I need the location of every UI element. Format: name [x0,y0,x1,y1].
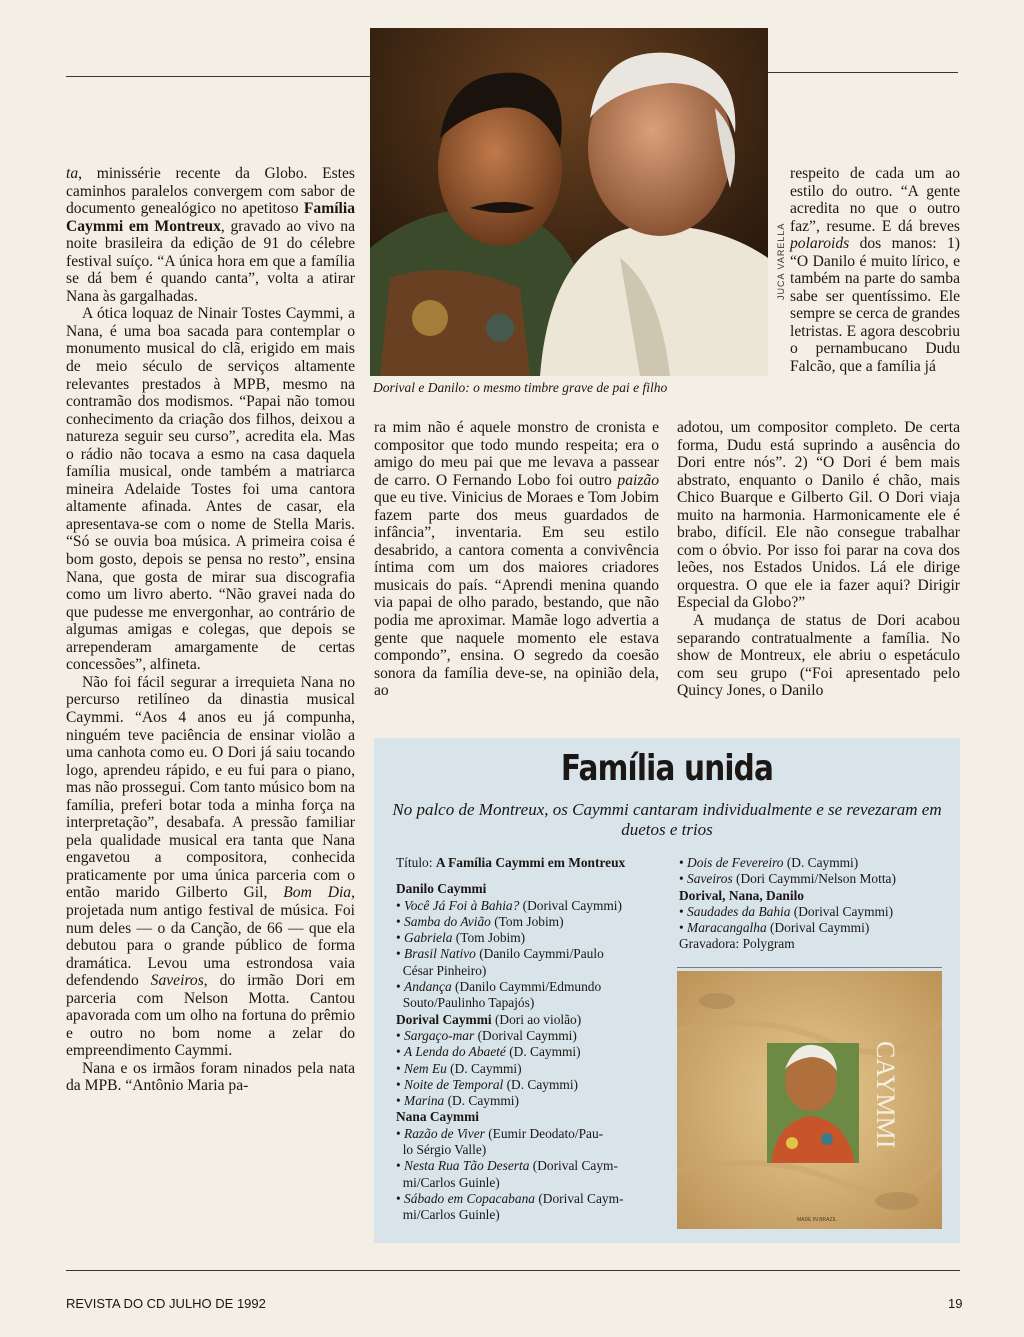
tracklist-item: • Nem Eu (D. Caymmi) [396,1060,522,1076]
paragraph: Nana e os irmãos foram ninados pela nata da MPB. “Antônio Maria pa- [66,1059,355,1095]
tracklist-heading: Dorival Caymmi (Dori ao violão) [396,1011,582,1027]
photo-credit: JUCA VARELLA [776,222,786,300]
top-rule-right [768,72,958,73]
sidebar-title: Família unida [560,748,774,789]
tracklist-item: • Andança (Danilo Caymmi/Edmundo Souto/Paulinho Tapajós) [396,979,602,1011]
sidebar-subtitle: No palco de Montreux, os Caymmi cantaram individualmente e se revezaram em duetos e trios [392,800,942,839]
paragraph: adotou, um compositor completo. De certa forma, Dudu está suprindo a ausência do Dori entre nós”. 2) “O Dori é bem mais abstrato, enquanto o Danilo é chão, mais Chico Buarque e Gilberto Gil. O Dori viaja muito na harmonia. Harmonicamente ele é brabo, difícil. Ele não consegue trabalhar com o óbvio. Por isso foi parar na cova dos leões, nos Estados Unidos. Lá ele dirige orquestra. O que ele ia fazer aqui? Dirigir Especial da Globo?” [677,419,960,612]
tracklist-item: • Marina (D. Caymmi) [396,1093,519,1109]
tracklist-item: • Sargaço-mar (Dorival Caymmi) [396,1027,577,1043]
album-cover [677,971,942,1229]
article-column-2 [374,419,659,700]
tracklist-item: • Sábado em Copacabana (Dorival Caym- mi/Carlos Guinle) [396,1190,624,1223]
bottom-rule [66,1270,960,1271]
tracklist-left [396,855,666,1224]
paragraph: ra mim não é aquele monstro de cronista e compositor que todo mundo respeita; era o amigo do meu pai que me levava a passear de carro. O Fernando Lobo foi outro paizão que eu tive. Vinicius de Moraes e Tom Jobim fazem parte dos meus guardados de infância”, inventaria. Em seu estilo desabrido, a cantora comenta a convivência íntima com um dos maiores criadores musicais do país. “Aprendi menina quando via papai de olho parado, bestando, que não podia me aproximar. Mamãe logo advertia a gente que naquele momento ele estava compondo”, ensina. O segredo da coesão sonora da família deve-se, na opinião dela, ao [374,419,659,700]
album-cover-title: CAYMMI [871,1041,900,1149]
tracklist-item: • Você Já Foi à Bahia? (Dorival Caymmi) [396,897,622,913]
tracklist-item: • A Lenda do Abaeté (D. Caymmi) [396,1044,581,1060]
top-rule-left [66,76,370,77]
tracklist-item [396,871,666,881]
tracklist-item: Gravadora: Polygram [679,936,795,952]
photo-caption: Dorival e Danilo: o mesmo timbre grave de pai e filho [373,380,668,395]
article-column-1 [66,165,355,1095]
paragraph: respeito de cada um ao estilo do outro. “A gente acredita no que o outro faz”, resume. E dá breves polaroids dos manos: 1) “O Danilo é muito lírico, e também na parte do samba sabe ser quentíssimo. Ele sempre se cerca de grandes letristas. E agora descobriu o pernambucano Dudu Falcão, que a família já [790,165,960,376]
tracklist-item: Título: A Família Caymmi em Montreux [396,855,626,870]
tracklist-heading: Dorival, Nana, Danilo [679,887,804,903]
paragraph: A mudança de status de Dori acabou separando contratualmente a família. No show de Montreux, ele abriu o espetáculo com seu grupo (“Foi apresentado pelo Quincy Jones, o Danilo [677,612,960,700]
photo-image [370,28,768,376]
tracklist-item: • Nesta Rua Tão Deserta (Dorival Caym- mi/Carlos Guinle) [396,1158,618,1190]
tracklist-item: • Samba do Avião (Tom Jobim) [396,913,564,929]
page-number: 19 [948,1296,963,1311]
tracklist-right [679,855,955,953]
photo-dorival-danilo [370,28,768,376]
tracklist-item: • Dois de Fevereiro (D. Caymmi) [679,855,859,870]
tracklist-item: • Saveiros (Dori Caymmi/Nelson Motta) [679,871,896,887]
article-column-3-top [790,165,960,376]
album-cover-made-in: MADE IN BRAZIL [797,1217,837,1223]
article-column-3 [677,419,960,700]
tracklist-item: • Saudades da Bahia (Dorival Caymmi) [679,903,894,919]
album-cover-image [677,971,942,1229]
tracklist-heading: Nana Caymmi [396,1109,479,1125]
tracklist-heading: Danilo Caymmi [396,881,487,897]
tracklist-item: • Maracangalha (Dorival Caymmi) [679,920,870,936]
paragraph: Não foi fácil segurar a irrequieta Nana no percurso retilíneo da dinastia musical Caymmi. “Aos 4 anos eu já compunha, ninguém teve paciência de ensinar violão a uma canhota como eu. O Dori já saiu tocando logo, aprendeu rápido, e eu fui para o piano, mas não prossegui. Com tanto músico bom na família, preferi botar toda a minha força na interpretação”, desabafa. A pressão familiar pela qualidade musical era tanta que Nana engavetou a compositora, conhecida praticamente por uma única parceria com o então marido Gilberto Gil, Bom Dia, projetada num antigo festival de música. Foi num deles — o da Canção, de 66 — que ela debutou para o grande público de forma dramática. Levou uma estrondosa vaia defendendo Saveiros, do irmão Dori em parceria com Nelson Motta. Cantou apavorada com um olho na fortuna do prêmio e outro no bom nome a zelar do empreendimento Caymmi. [66,673,356,1060]
paragraph: ta, minissérie recente da Globo. Estes caminhos paralelos convergem com sabor de documento genealógico no apetitoso Família Caymmi em Montreux, gravado ao vivo na noite brasileira da edição de 91 do célebre festival suíço. “A única hora em que a família se dá bem é quando canta”, volta a atirar Nana às gargalhadas. [66,165,355,305]
tracklist-item: • Gabriela (Tom Jobim) [396,930,526,946]
tracklist-item: • Razão de Viver (Eumir Deodato/Pau- lo Sérgio Valle) [396,1125,604,1158]
footer-publication: REVISTA DO CD JULHO DE 1992 [66,1296,266,1311]
tracklist-item: • Noite de Temporal (D. Caymmi) [396,1076,579,1092]
cover-top-rule [677,967,942,968]
paragraph: A ótica loquaz de Ninair Tostes Caymmi, a Nana, é uma boa sacada para contemplar o monumento musical do clã, erigido em mais de meio século de serviços altamente relevantes prestados à MPB, mesmo na contramão dos modismos. “Papai não tomou conhecimento da criação dos filhos, deixou a natureza seguir seu curso”, acredita ela. Mas o rádio não tocava a esmo na casa daquela família musical, onde também a matriarca mineira Adelaide Tostes foi uma cantora altamente afinada. Antes de casar, ela apresentava-se com o nome de Stella Maris. “Só se ouvia boa música. A primeira coisa é bom gosto, depois se pensa no resto”, ensina Nana, que gosta de mirar sua discografia como um livro aberto. “Não gravei nada do que pudesse me envergonhar, ao contrário de algumas amigas e colegas, que depois se arrependeram amargamente de certas concessões”, alfineta. [66,305,355,674]
tracklist-item: • Brasil Nativo (Danilo Caymmi/Paulo César Pinheiro) [396,946,604,978]
